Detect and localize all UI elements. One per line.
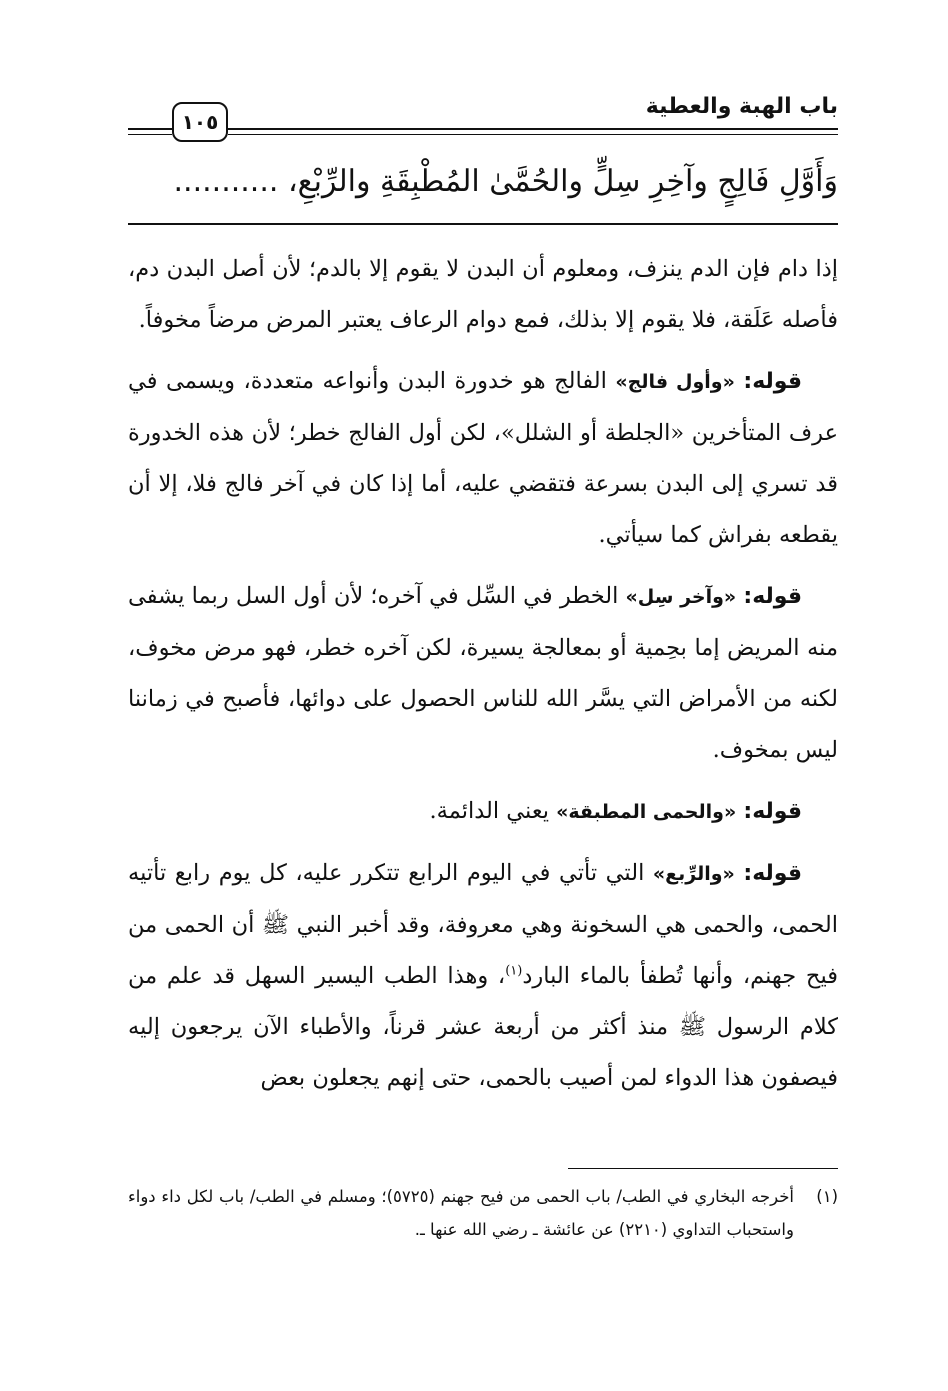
paragraph-text: الخطر في السِّل في آخره؛ لأن أول السل ربما يشفى منه المريض إما بحِمية أو بمعالجة يسيرة، لكن آخره خطر، فهو مرض مخوف، لكنه من الأمراض التي يسَّر الله للناس الحصول على دوائها، فأصبح في زماننا ليس بمخوف.	[128, 583, 838, 763]
paragraph-text: التي تأتي في اليوم الرابع تتكرر عليه، كل يوم رابع تأتيه الحمى، والحمى هي السخونة وهي معروفة، وقد أخبر النبي ﷺ أن الحمى من فيح جهنم، وأنها تُطفأ بالماء البارد	[128, 860, 838, 989]
paragraph-5	[128, 848, 838, 1104]
paragraph-3	[128, 571, 838, 776]
footnote-ref[interactable]: (١)	[505, 963, 523, 979]
paragraph-1: إذا دام فإن الدم ينزف، ومعلوم أن البدن لا يقوم إلا بالدم؛ لأن أصل البدن دم، فأصله عَلَقة، فلا يقوم إلا بذلك، فمع دوام الرعاف يعتبر المرض مرضاً مخوفاً.	[128, 256, 838, 333]
quoted-term: «والرِّبع»	[652, 863, 735, 885]
paragraph-text-cont: ، وهذا الطب اليسير السهل قد علم من كلام الرسول ﷺ منذ أكثر من أربعة عشر قرناً، والأطباء الآن يرجعون إليه فيصفون هذا الدواء لمن أصيب بالحمى، حتى إنهم يجعلون بعض	[128, 963, 838, 1091]
paragraph-2	[128, 356, 838, 561]
matn-line	[128, 154, 838, 210]
qawluhu-keyword: قوله:	[743, 369, 803, 394]
quoted-term: «وأول فالج»	[615, 371, 735, 393]
matn-text: وَأَوَّلِ فَالِجٍ وآخِرِ سِلٍّ والحُمَّىٰ المُطْبِقَةِ والرِّبْعِ،	[287, 164, 838, 199]
qawluhu-keyword: قوله:	[743, 584, 802, 609]
qawluhu-keyword: قوله:	[743, 799, 802, 824]
running-title: باب الهبة والعطية	[645, 94, 838, 119]
header-rule-left-thin	[128, 134, 172, 135]
header-rule-thin	[228, 134, 838, 135]
paragraph-text: يعني الدائمة.	[429, 798, 557, 824]
quoted-term: «والحمى المطبقة»	[556, 801, 737, 823]
footnotes	[128, 1180, 838, 1246]
paragraph-text: الفالج هو خدورة البدن وأنواعه متعددة، ويسمى في عرف المتأخرين «الجلطة أو الشلل»، لكن أول الفالج خطر؛ لأن هذه الخدورة قد تسري إلى البدن بسرعة فتقضي عليه، أما إذا كان في آخر فالج فلا، إلا أن يقطعه بفراش كما سيأتي.	[128, 368, 838, 548]
header-rule-left	[128, 128, 172, 130]
page-number: ١٠٥	[172, 102, 228, 142]
quoted-term: «وآخر سِل»	[625, 586, 737, 608]
qawluhu-keyword: قوله:	[743, 861, 803, 886]
footnote-text: أخرجه البخاري في الطب/ باب الحمى من فيح جهنم (٥٧٢٥)؛ ومسلم في الطب/ باب لكل داء دواء واستحباب التداوي (٢٢١٠) عن عائشة ـ رضي الله عنها ـ.	[128, 1187, 794, 1239]
paragraph-4	[128, 786, 838, 838]
page-header	[128, 88, 838, 148]
footnote-divider	[568, 1168, 838, 1169]
matn-divider	[128, 223, 838, 225]
footnote-marker: (١)	[816, 1187, 838, 1206]
header-rule	[228, 128, 838, 130]
footnote-item	[128, 1180, 838, 1246]
matn-dots: ...........	[173, 164, 279, 199]
commentary-body	[128, 244, 838, 1114]
